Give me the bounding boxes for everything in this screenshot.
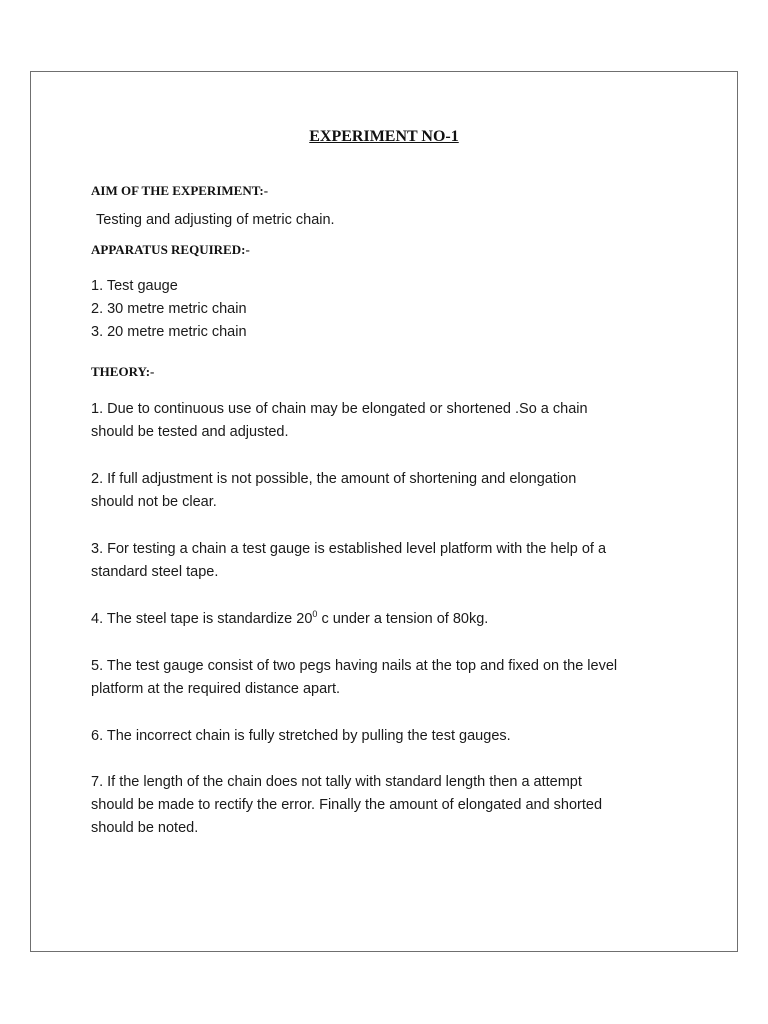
theory-point-4-text-end: c under a tension of 80kg. bbox=[317, 611, 489, 627]
theory-point-5-line-1: 5. The test gauge consist of two pegs having nails at the top and fixed on the level bbox=[91, 658, 618, 674]
theory-point-5-line-2: platform at the required distance apart. bbox=[91, 681, 341, 697]
document-title: EXPERIMENT NO-1 bbox=[309, 128, 459, 145]
theory-heading: THEORY:- bbox=[91, 364, 155, 379]
theory-point-3-line-2: standard steel tape. bbox=[91, 564, 219, 580]
theory-point-2-line-1: 2. If full adjustment is not possible, the amount of shortening and elongation bbox=[91, 471, 577, 487]
aim-text: Testing and adjusting of metric chain. bbox=[96, 212, 335, 228]
apparatus-heading: APPARATUS REQUIRED:- bbox=[91, 242, 250, 257]
theory-point-6: 6. The incorrect chain is fully stretched by pulling the test gauges. bbox=[91, 728, 511, 744]
apparatus-item: 3. 20 metre metric chain bbox=[91, 324, 247, 340]
apparatus-item: 1. Test gauge bbox=[91, 278, 178, 294]
theory-point-7-line-1: 7. If the length of the chain does not tally with standard length then a attempt bbox=[91, 774, 582, 790]
apparatus-item: 2. 30 metre metric chain bbox=[91, 301, 247, 317]
theory-point-3-line-1: 3. For testing a chain a test gauge is established level platform with the help of a bbox=[91, 541, 607, 557]
theory-point-7-line-2: should be made to rectify the error. Finally the amount of elongated and shorted bbox=[91, 797, 603, 813]
degree-superscript: 0 bbox=[312, 609, 318, 620]
theory-point-4 bbox=[91, 608, 488, 631]
aim-heading: AIM OF THE EXPERIMENT:- bbox=[91, 183, 269, 198]
theory-point-1-line-2: should be tested and adjusted. bbox=[91, 424, 289, 440]
theory-point-2-line-2: should not be clear. bbox=[91, 494, 217, 510]
theory-point-1-line-1: 1. Due to continuous use of chain may be elongated or shortened .So a chain bbox=[91, 401, 588, 417]
theory-point-7-line-3: should be noted. bbox=[91, 820, 199, 836]
theory-point-4-text: 4. The steel tape is standardize 20 bbox=[91, 611, 313, 627]
